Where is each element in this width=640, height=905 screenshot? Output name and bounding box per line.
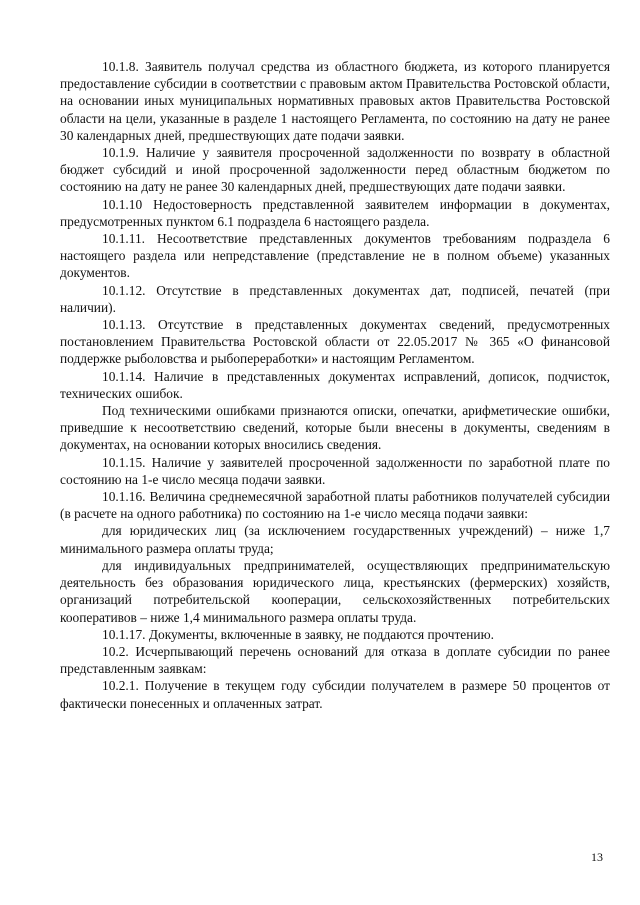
paragraph-10-1-14: 10.1.14. Наличие в представленных документах исправлений, дописок, подчисток, технических ошибок. [60, 368, 610, 401]
paragraph-legal-entities: для юридических лиц (за исключением государственных учреждений) – ниже 1,7 минимального размера оплаты труда; [60, 523, 610, 556]
paragraph-10-1-8: 10.1.8. Заявитель получал средства из областного бюджета, из которого планируется предоставление субсидии в соответствии с правовым актом Правительства Ростовской области, на основании иных муниципальных нормативных правовых актов Правительства Ростовской области на цели, указанные в разделе 1 настоящего Регламента, по состоянию на дату не ранее 30 календарных дней, предшествующих дате подачи заявки. [60, 59, 610, 143]
paragraph-10-1-16: 10.1.16. Величина среднемесячной заработной платы работников получателей субсидии (в расчете на одного работника) по состоянию на 1-е число месяца подачи заявки: [60, 489, 610, 522]
paragraph-10-1-15: 10.1.15. Наличие у заявителей просроченной задолженности по заработной плате по состоянию на 1-е число месяца подачи заявки. [60, 454, 610, 487]
page-number: 13 [591, 850, 603, 864]
paragraph-10-1-11: 10.1.11. Несоответствие представленных документов требованиям подраздела 6 настоящего раздела или непредставление (представление не в полном объеме) указанных документов. [60, 231, 610, 281]
paragraph-10-1-13: 10.1.13. Отсутствие в представленных документах сведений, предусмотренных постановлением Правительства Ростовской области от 22.05.2017 № 365 «О финансовой поддержке рыболовства и рыбопереработки» и настоящим Регламентом. [60, 317, 610, 367]
paragraph-10-1-10: 10.1.10 Недостоверность представленной заявителем информации в документах, предусмотренных пунктом 6.1 подраздела 6 настоящего раздела. [60, 196, 610, 229]
paragraph-10-1-9: 10.1.9. Наличие у заявителя просроченной задолженности по возврату в областной бюджет субсидий и иной просроченной задолженности перед областным бюджетом по состоянию на дату не ранее 30 календарных дней, предшествующих дате подачи заявки. [60, 145, 610, 195]
paragraph-10-2-1: 10.2.1. Получение в текущем году субсидии получателем в размере 50 процентов от фактически понесенных и оплаченных затрат. [60, 678, 610, 711]
paragraph-10-2: 10.2. Исчерпывающий перечень оснований для отказа в доплате субсидии по ранее представленным заявкам: [60, 643, 610, 677]
document-body [60, 58, 610, 712]
paragraph-10-1-17: 10.1.17. Документы, включенные в заявку, не поддаются прочтению. [102, 626, 494, 642]
paragraph-10-1-12: 10.1.12. Отсутствие в представленных документах дат, подписей, печатей (при наличии). [60, 282, 610, 315]
paragraph-individual-entrepreneurs: для индивидуальных предпринимателей, осуществляющих предпринимательскую деятельность без образования юридического лица, крестьянских (фермерских) хозяйств, организаций потребительской кооперации, сельскохозяйственных потребительских кооперативов – ниже 1,4 минимального размера оплаты труда. [60, 557, 610, 625]
paragraph-technical-errors: Под техническими ошибками признаются описки, опечатки, арифметические ошибки, приведшие к несоответствию сведений, которые были внесены в документы, сведениям в документах, на основании которых вносились сведения. [60, 403, 610, 453]
